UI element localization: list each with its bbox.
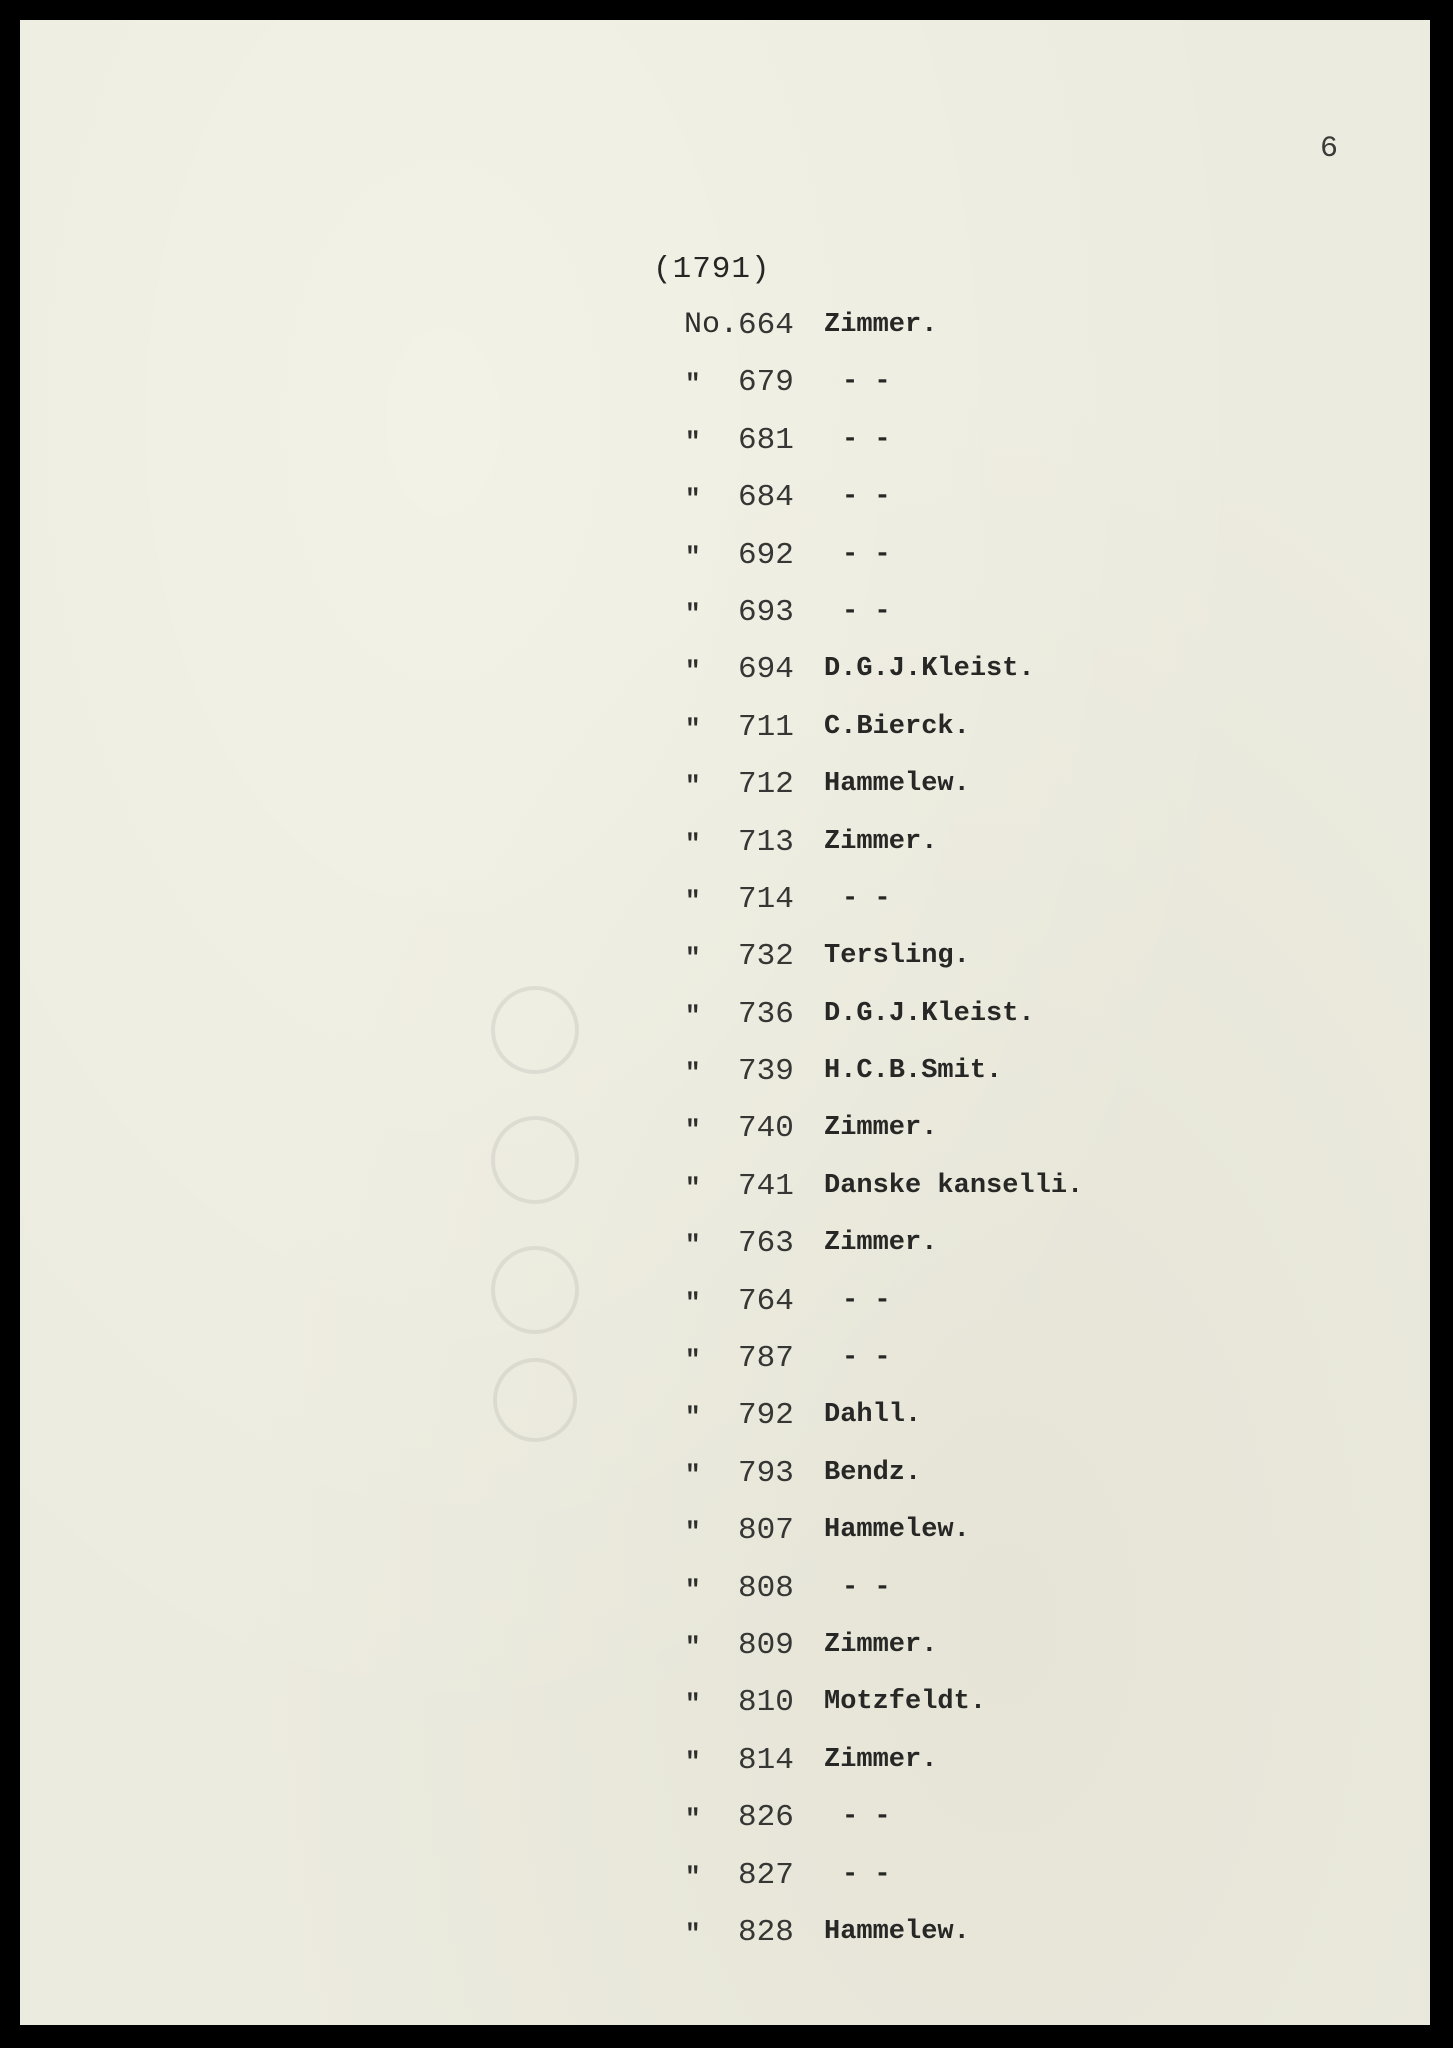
- list-item: [20, 1220, 1430, 1277]
- entry-number: 693: [738, 594, 794, 630]
- list-item: [20, 1909, 1430, 1966]
- list-item: [20, 1737, 1430, 1794]
- entry-number: 827: [738, 1857, 794, 1893]
- list-item: [20, 1622, 1430, 1679]
- list-item: [20, 532, 1430, 589]
- ditto-mark: ": [685, 1459, 701, 1490]
- ditto-dash: - -: [842, 596, 891, 627]
- ditto-mark: ": [685, 885, 701, 916]
- entry-number: 684: [738, 480, 794, 516]
- entry-number: 826: [738, 1800, 794, 1836]
- ditto-mark: ": [685, 1058, 701, 1089]
- entry-number: 736: [738, 996, 794, 1032]
- ditto-mark: ": [685, 1000, 701, 1031]
- ditto-mark: ": [685, 1631, 701, 1662]
- ditto-mark: ": [685, 1517, 701, 1548]
- entry-number: 681: [738, 422, 794, 458]
- ditto-dash: - -: [842, 424, 891, 455]
- ditto-mark: ": [685, 1689, 701, 1720]
- list-item: [20, 1105, 1430, 1162]
- entry-number: 828: [738, 1914, 794, 1950]
- document-page: [20, 20, 1430, 2025]
- entry-name: Danske kanselli.: [824, 1170, 1084, 1201]
- list-item: [20, 1163, 1430, 1220]
- entry-name: Dahll.: [824, 1400, 922, 1431]
- ditto-mark: ": [685, 1918, 701, 1949]
- ditto-mark: ": [685, 369, 701, 400]
- entry-number: 679: [738, 365, 794, 401]
- list-item: [20, 589, 1430, 646]
- ditto-dash: - -: [842, 1859, 891, 1890]
- entry-number: 809: [738, 1627, 794, 1663]
- page-number: 6: [1320, 132, 1339, 166]
- ditto-mark: ": [685, 771, 701, 802]
- entry-name: Zimmer.: [824, 1744, 938, 1775]
- ditto-mark: ": [685, 1230, 701, 1261]
- entry-name: Hammelew.: [824, 1515, 970, 1546]
- list-item: [20, 991, 1430, 1048]
- ditto-mark: ": [685, 713, 701, 744]
- ditto-mark: ": [685, 1804, 701, 1835]
- ditto-dash: - -: [842, 539, 891, 570]
- list-item: [20, 1679, 1430, 1736]
- entry-number: 694: [738, 652, 794, 688]
- entry-name: Bendz.: [824, 1457, 922, 1488]
- entry-number: 764: [738, 1283, 794, 1319]
- entry-number: 713: [738, 824, 794, 860]
- entry-number: 740: [738, 1111, 794, 1147]
- list-item: [20, 1392, 1430, 1449]
- ditto-mark: ": [685, 1574, 701, 1605]
- ditto-dash: - -: [842, 1572, 891, 1603]
- list-item: [20, 1507, 1430, 1564]
- entry-name: Tersling.: [824, 941, 970, 972]
- entry-number: 692: [738, 537, 794, 573]
- list-item: [20, 646, 1430, 703]
- ditto-mark: ": [685, 943, 701, 974]
- ditto-mark: ": [685, 484, 701, 515]
- ditto-dash: - -: [842, 367, 891, 398]
- entry-number: 793: [738, 1455, 794, 1491]
- entry-number: 763: [738, 1226, 794, 1262]
- list-item: [20, 1794, 1430, 1851]
- list-item: [20, 1335, 1430, 1392]
- ditto-mark: ": [685, 1115, 701, 1146]
- list-item: [20, 761, 1430, 818]
- list-item: [20, 1565, 1430, 1622]
- list-item: [20, 359, 1430, 416]
- ditto-mark: ": [685, 426, 701, 457]
- list-item: [20, 1852, 1430, 1909]
- year-heading: (1791): [653, 252, 771, 287]
- entry-name: D.G.J.Kleist.: [824, 654, 1035, 685]
- entry-name: Zimmer.: [824, 1113, 938, 1144]
- list-item: [20, 417, 1430, 474]
- ditto-mark: ": [685, 1345, 701, 1376]
- ditto-mark: ": [685, 828, 701, 859]
- list-item: [20, 302, 1430, 359]
- list-item: [20, 876, 1430, 933]
- entry-number: 808: [738, 1570, 794, 1606]
- entry-number: 739: [738, 1054, 794, 1090]
- list-item: [20, 474, 1430, 531]
- entry-name: Zimmer.: [824, 826, 938, 857]
- ditto-dash: - -: [842, 1285, 891, 1316]
- ditto-dash: - -: [842, 482, 891, 513]
- entry-number: 787: [738, 1341, 794, 1377]
- ditto-dash: - -: [842, 1343, 891, 1374]
- entry-name: Zimmer.: [824, 310, 938, 340]
- entry-name: H.C.B.Smit.: [824, 1056, 1003, 1087]
- ditto-dash: - -: [842, 883, 891, 914]
- entry-number: 732: [738, 939, 794, 975]
- entry-number: 810: [738, 1685, 794, 1721]
- entry-number: 714: [738, 881, 794, 917]
- entry-name: Hammelew.: [824, 769, 970, 800]
- entry-name: C.Bierck.: [824, 711, 970, 742]
- ditto-mark: ": [685, 598, 701, 629]
- list-item: [20, 1048, 1430, 1105]
- entry-number: 792: [738, 1398, 794, 1434]
- entry-number: 711: [738, 709, 794, 745]
- entry-name: Zimmer.: [824, 1228, 938, 1259]
- number-prefix: No.: [684, 308, 739, 342]
- entry-number: 741: [738, 1168, 794, 1204]
- entry-name: Zimmer.: [824, 1629, 938, 1660]
- entry-number: 664: [738, 308, 794, 343]
- entry-name: Hammelew.: [824, 1916, 970, 1947]
- entry-name: Motzfeldt.: [824, 1687, 987, 1718]
- list-item: [20, 933, 1430, 990]
- entry-name: D.G.J.Kleist.: [824, 998, 1035, 1029]
- ditto-mark: ": [685, 656, 701, 687]
- ditto-mark: ": [685, 1861, 701, 1892]
- entry-number: 814: [738, 1742, 794, 1778]
- entry-list: [20, 302, 1430, 1966]
- ditto-mark: ": [685, 541, 701, 572]
- ditto-mark: ": [685, 1172, 701, 1203]
- list-item: [20, 704, 1430, 761]
- entry-number: 712: [738, 767, 794, 803]
- ditto-mark: ": [685, 1746, 701, 1777]
- list-item: [20, 1278, 1430, 1335]
- list-item: [20, 1450, 1430, 1507]
- ditto-mark: ": [685, 1287, 701, 1318]
- ditto-dash: - -: [842, 1802, 891, 1833]
- ditto-mark: ": [685, 1402, 701, 1433]
- entry-number: 807: [738, 1513, 794, 1549]
- list-item: [20, 819, 1430, 876]
